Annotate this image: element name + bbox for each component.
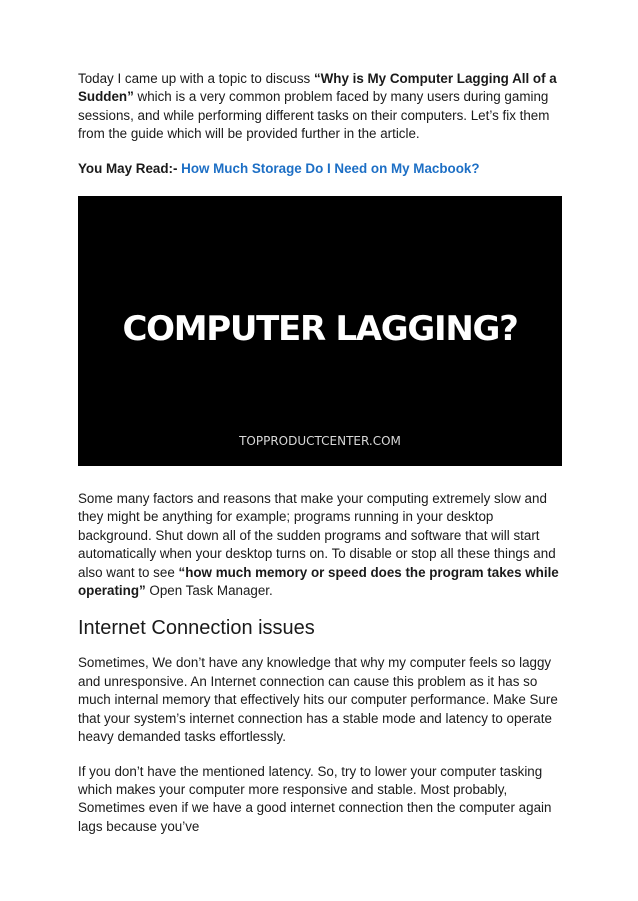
internet-paragraph: Sometimes, We don’t have any knowledge that why my computer feels so laggy and unresponsive. An Internet connection can cause this problem as it has so much internal memory that effectively hits our computer performance. Make Sure that your system’s internet connection has a stable mode and latency to operate heavy demanded tasks effortlessly. <box>78 655 558 745</box>
hero-title: COMPUTER LAGGING? <box>122 309 518 350</box>
intro-bold-topic: “Why is My Computer Lagging All of a Sudden” <box>78 71 557 105</box>
causes-bold: “how much memory or speed does the program takes while operating” <box>78 564 559 599</box>
read-more-line <box>78 160 570 178</box>
intro-lead: Today I came up with a topic to discuss <box>78 71 314 86</box>
causes-tail: Open Task Manager. <box>145 583 273 599</box>
hero-site-watermark: TOPPRODUCTCENTER.COM <box>239 434 401 449</box>
section-heading: Internet Connection issues <box>78 617 315 640</box>
read-more-label: You May Read:- <box>78 160 182 176</box>
causes-paragraph <box>78 490 570 600</box>
causes-text: Some many factors and reasons that make your computing extremely slow and they might be anything for example; programs running in your desktop background. Shut down all of the sudden programs and software that will start automatically when your desktop turns on. To disable or stop all these things and also want to see <box>78 491 556 580</box>
hero-image <box>78 196 562 466</box>
intro-paragraph <box>78 70 570 144</box>
read-more-link[interactable]: How Much Storage Do I Need on My Macbook? <box>181 160 480 176</box>
article-body <box>78 70 570 852</box>
latency-paragraph: If you don’t have the mentioned latency. So, try to lower your computer tasking which makes your computer more responsive and stable. Most probably, Sometimes even if we have a good internet connection then the computer again lags because you’ve <box>78 763 552 834</box>
intro-rest: which is a very common problem faced by many users during gaming sessions, and while performing different tasks on their computers. Let’s fix them from the guide which will be provided further in the article. <box>78 89 550 142</box>
